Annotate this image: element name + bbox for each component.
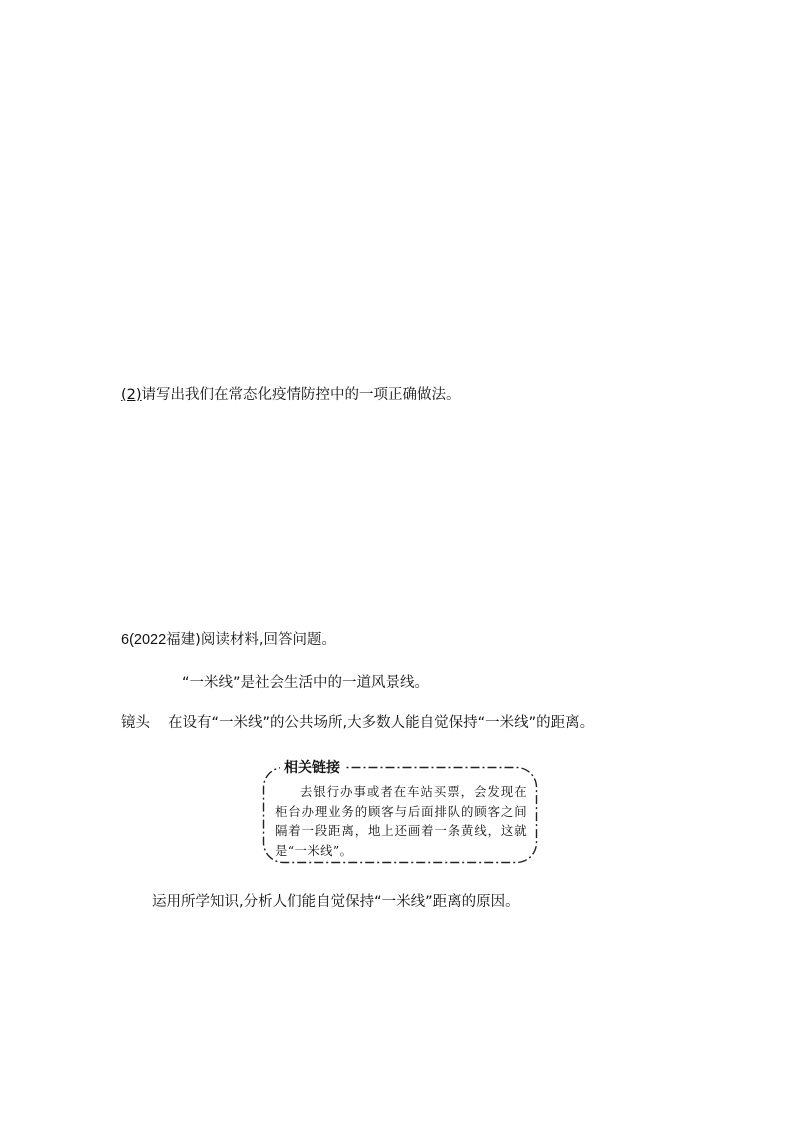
material-intro: “一米线”是社会生活中的一道风景线。 — [182, 675, 430, 691]
related-link-body: 去银行办事或者在车站买票，会发现在柜台办理业务的顾客与后面排队的顾客之间隔着一段距离，地上还画着一条黄线，这就是“一米线”。 — [275, 784, 527, 858]
question-2-number: (2) — [121, 387, 142, 403]
question-6-source: 福建) — [166, 632, 201, 648]
related-link-title: 相关链接 — [280, 761, 344, 775]
question-2-text: 请写出我们在常态化疫情防控中的一项正确做法。 — [141, 387, 461, 403]
question-6-number: 6 — [121, 632, 130, 648]
question-2 — [121, 388, 461, 403]
question-prompt: 运用所学知识,分析人们能自觉保持“一米线”距离的原因。 — [152, 894, 520, 910]
shot-label: 镜头 — [121, 715, 150, 731]
material-shot — [121, 716, 594, 731]
question-6-year: (2022 — [129, 632, 167, 648]
related-link-box — [262, 760, 538, 864]
shot-text: 在设有“一米线”的公共场所,大多数人能自觉保持“一米线”的距离。 — [168, 715, 595, 731]
question-6 — [121, 633, 336, 648]
question-6-text: 阅读材料,回答问题。 — [200, 632, 336, 648]
